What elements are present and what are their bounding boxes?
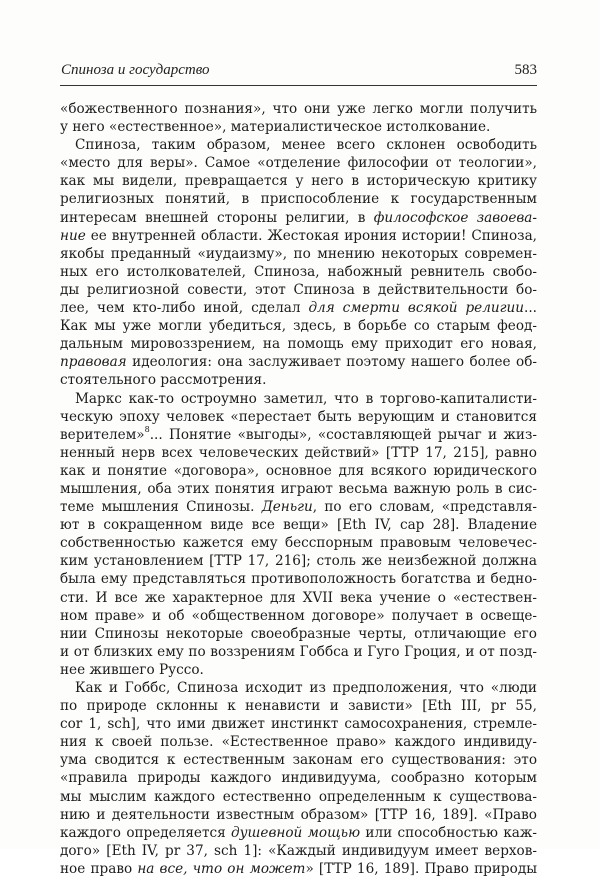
text-run: религиозных понятий, в приспособление к государственным (60, 191, 537, 208)
text-run: теме мышления Спинозы. (60, 499, 262, 516)
text-run: Как мы уже могли убедиться, здесь, в борьбе со старым феод- (60, 318, 537, 335)
text-line (60, 552, 537, 570)
text-run: «божественного познания», что они уже легко могли получить (60, 101, 537, 117)
text-run: , по его словам, «представля- (312, 499, 537, 516)
text-line (60, 498, 537, 516)
text-line (60, 444, 537, 462)
text-line (60, 371, 537, 389)
footnote-ref: 8 (144, 425, 150, 435)
text-run: ... (524, 300, 537, 317)
text-line (60, 516, 537, 534)
emphasis: для смерти всякой религии (308, 300, 525, 317)
text-run: ное право (60, 860, 138, 877)
text-line (60, 625, 537, 643)
text-line (60, 788, 537, 806)
text-line (60, 733, 537, 751)
text-line (60, 136, 537, 154)
text-line (60, 408, 537, 426)
text-line (60, 751, 537, 769)
text-run: нию и деятельности известным образом» [TTP 16, 189]. «Право (60, 806, 537, 823)
text-run: дальным мировоззрением, на помощь ему приходит его новая, (60, 336, 537, 353)
header-rule (60, 85, 537, 86)
text-line (60, 589, 537, 607)
page-number: 583 (514, 62, 537, 78)
text-line (60, 281, 537, 299)
text-line (60, 100, 537, 118)
text-run: у него «естественное», материалистическое истолкование. (60, 119, 491, 136)
emphasis: на все, что он может (137, 860, 306, 877)
text-line (60, 860, 537, 878)
text-line (60, 715, 537, 733)
text-line (60, 824, 537, 842)
text-run: сти. И все же характерное для XVII века учение о «естествен- (60, 589, 537, 606)
text-line (60, 607, 537, 625)
text-line (60, 806, 537, 824)
text-line (60, 842, 537, 860)
text-line (60, 769, 537, 787)
text-run: ким установлением [TTP 17, 216]; столь же неизбежной должна (60, 553, 537, 570)
text-run: лее, чем кто-либо иной, сделал (60, 300, 309, 317)
text-run: идеология: она заслуживает поэтому нашего более об- (126, 354, 537, 371)
text-run: ют в сокращенном виде все вещи» [Eth IV, cap 28]. Владение (60, 517, 537, 534)
text-run: ды религиозной совести, этот Спиноза в действительности бо- (60, 281, 537, 298)
text-line (60, 118, 537, 136)
text-run: была ему представляться противоположность богатства и бедно- (60, 571, 537, 588)
text-line (60, 299, 537, 317)
text-run: «место для веры». Самое «отделение философии от теологии», (60, 155, 537, 172)
text-run: мышления, оба этих понятия играют весьма важную роль в сис- (60, 480, 537, 497)
text-run: ном праве» и об «общественном договоре» получает в освеще- (60, 607, 537, 624)
text-line (60, 245, 537, 263)
emphasis: Деньги (261, 499, 313, 516)
text-line (60, 570, 537, 588)
text-run: ума сводится к естественным законам его существования: это (60, 752, 537, 769)
text-run: Спиноза, таким образом, менее всего склонен освободить (75, 137, 537, 154)
text-run: интересам внешней стороны религии, в (60, 209, 374, 226)
text-run: ненный нерв всех человеческих действий» [TTP 17, 215], равно (60, 444, 537, 461)
text-run: по природе склонны к ненависти и зависти» [Eth III, pr 55, (60, 698, 537, 715)
text-line (60, 462, 537, 480)
text-run: каждого определяется (60, 824, 232, 841)
text-run: «правила природы каждого индивидуума, сообразно которым (60, 770, 537, 787)
text-line (60, 390, 537, 408)
emphasis: философское завоева- (373, 209, 537, 226)
text-line (60, 480, 537, 498)
text-run: ния к своей пользе. «Естественное право» каждого индивиду- (60, 734, 537, 751)
text-run: нее жившего Руссо. (60, 661, 204, 678)
text-line (60, 263, 537, 281)
text-run: как мы видели, превращается у него в историческую критику (60, 173, 537, 190)
text-line (60, 534, 537, 552)
text-run: якобы преданный «иудаизму», по мнению некоторых современ- (60, 245, 537, 262)
text-line (60, 227, 537, 245)
text-line (60, 697, 537, 715)
text-run: верителем» (60, 426, 145, 443)
emphasis: правовая (60, 354, 127, 371)
text-line (60, 661, 537, 679)
text-run: Как и Гоббс, Спиноза исходит из предположения, что «люди (75, 680, 537, 696)
text-run: или способностью каж- (360, 824, 538, 841)
running-title: Спиноза и государство (61, 62, 210, 78)
emphasis: душевной мощью (231, 824, 361, 841)
text-line (60, 190, 537, 208)
body-text (60, 100, 537, 878)
text-run: и от близких ему по воззрениям Гоббса и Гуго Гроция, и от позд- (60, 643, 537, 660)
text-run: ... Понятие «выгоды», «составляющей рычаг и жиз- (149, 426, 537, 443)
text-run: cor 1, sch], что ими движет инстинкт самосохранения, стремле- (60, 716, 537, 733)
text-run: ческую эпоху человек «перестает быть верующим и становится (60, 408, 537, 425)
text-line (60, 209, 537, 227)
text-run: Маркс как-то остроумно заметил, что в торгово-капиталисти- (75, 390, 537, 407)
text-run: ных его истолкователей, Спиноза, набожный ревнитель свобо- (60, 263, 537, 280)
emphasis: ние (60, 227, 86, 244)
text-line (60, 353, 537, 371)
text-line (60, 154, 537, 172)
text-line (60, 335, 537, 353)
text-run: ее внутренней области. Жестокая ирония истории! Спиноза, (85, 227, 537, 244)
text-run: как и понятие «договора», основное для всякого юридического (60, 462, 537, 479)
text-line (60, 317, 537, 335)
text-line (60, 172, 537, 190)
text-run: мы мыслим каждого естественно определенным к существова- (60, 788, 537, 805)
text-line (60, 426, 537, 444)
text-run: стоятельного рассмотрения. (60, 372, 267, 389)
text-run: собственностью кажется ему бесспорным правовым человечес- (60, 535, 537, 552)
text-run: » [TTP 16, 189]. Право природы (305, 860, 538, 877)
text-run: дого» [Eth IV, pr 37, sch 1]: «Каждый индивидуум имеет верхов- (60, 842, 537, 859)
text-run: нии Спинозы некоторые своеобразные черты, отличающие его (60, 625, 537, 642)
running-head (60, 62, 537, 84)
text-line (60, 643, 537, 661)
text-line (60, 679, 537, 697)
